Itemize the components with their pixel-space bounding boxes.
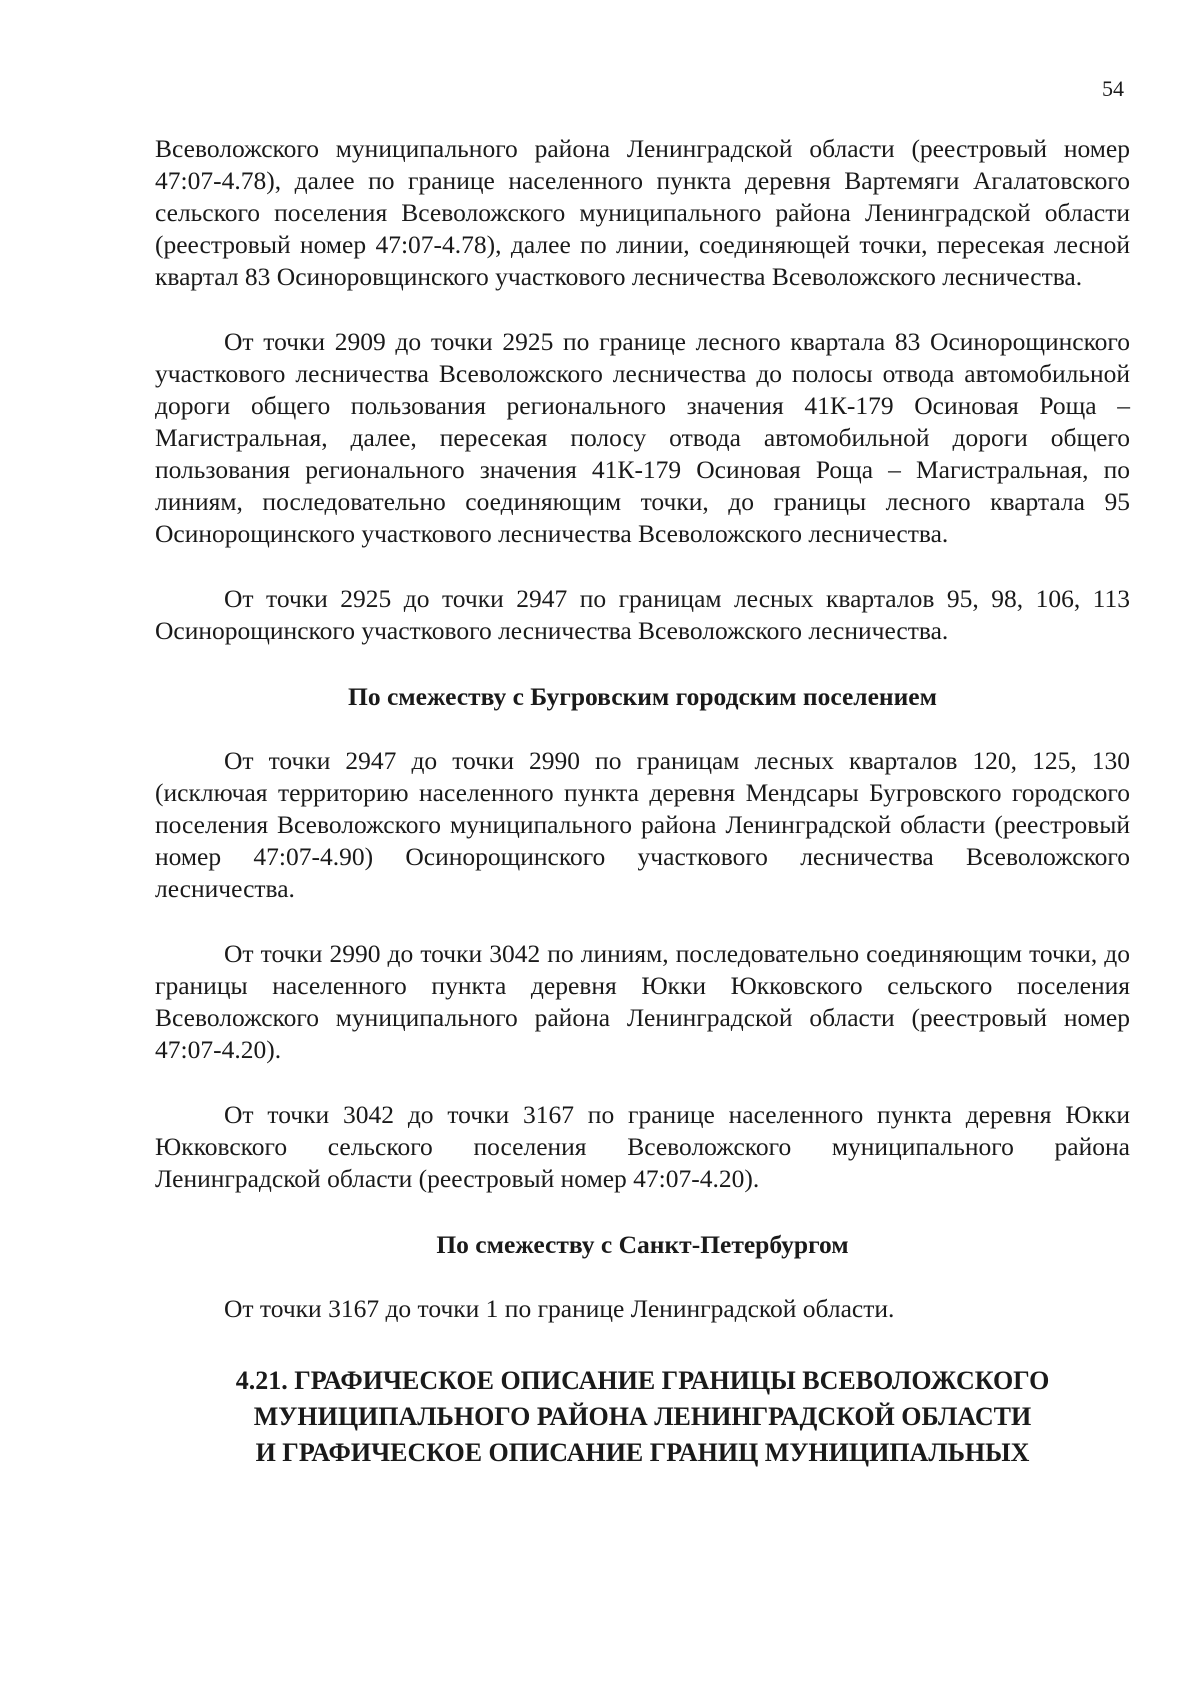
- chapter-heading-line: И ГРАФИЧЕСКОЕ ОПИСАНИЕ ГРАНИЦ МУНИЦИПАЛЬНЫХ: [255, 1438, 1030, 1467]
- chapter-heading-line: МУНИЦИПАЛЬНОГО РАЙОНА ЛЕНИНГРАДСКОЙ ОБЛАСТИ: [253, 1402, 1032, 1431]
- paragraph-points-2990-3042: От точки 2990 до точки 3042 по линиям, последовательно соединяющим точки, до границы населенного пункта деревня Юкки Юкковского сельского поселения Всеволожского муниципального района Ленинградской области (реестровый номер 47:07-4.20).: [155, 939, 1130, 1064]
- paragraph-points-3167-1: От точки 3167 до точки 1 по границе Ленинградской области.: [224, 1294, 895, 1323]
- paragraph-points-2925-2947: От точки 2925 до точки 2947 по границам лесных кварталов 95, 98, 106, 113 Осинорощинского участкового лесничества Всеволожского лесничества.: [155, 584, 1130, 645]
- section-heading-spb: По смежеству с Санкт-Петербургом: [436, 1230, 849, 1259]
- paragraph-points-2947-2990: От точки 2947 до точки 2990 по границам лесных кварталов 120, 125, 130 (исключая территорию населенного пункта деревня Мендсары Бугровского городского поселения Всеволожского муниципального района Ленинградской области (реестровый номер 47:07-4.90) Осинорощинского участкового лесничества Всеволожского лесничества.: [155, 746, 1130, 903]
- document-body: [155, 133, 1130, 1471]
- paragraph-points-3042-3167: От точки 3042 до точки 3167 по границе населенного пункта деревня Юкки Юкковского сельского поселения Всеволожского муниципального района Ленинградской области (реестровый номер 47:07-4.20).: [155, 1100, 1130, 1193]
- chapter-heading-4-21: [155, 1363, 1130, 1471]
- paragraph-points-2909-2925: От точки 2909 до точки 2925 по границе лесного квартала 83 Осинорощинского участкового лесничества Всеволожского лесничества до полосы отвода автомобильной дороги общего пользования регионального значения 41К-179 Осиновая Роща – Магистральная, далее, пересекая полосу отвода автомобильной дороги общего пользования регионального значения 41К-179 Осиновая Роща – Магистральная, по линиям, последовательно соединяющим точки, до границы лесного квартала 95 Осинорощинского участкового лесничества Всеволожского лесничества.: [155, 327, 1130, 548]
- page-number: 54: [1102, 76, 1124, 101]
- paragraph-continuation: Всеволожского муниципального района Ленинградской области (реестровый номер 47:07-4.78), далее по границе населенного пункта деревня Вартемяги Агалатовского сельского поселения Всеволожского муниципального района Ленинградской области (реестровый номер 47:07-4.78), далее по линии, соединяющей точки, пересекая лесной квартал 83 Осиноровщинского участкового лесничества Всеволожского лесничества.: [155, 134, 1130, 291]
- chapter-heading-line: 4.21. ГРАФИЧЕСКОЕ ОПИСАНИЕ ГРАНИЦЫ ВСЕВОЛОЖСКОГО: [235, 1366, 1050, 1395]
- section-heading-bugrovskoe: По смежеству с Бугровским городским поселением: [347, 682, 937, 711]
